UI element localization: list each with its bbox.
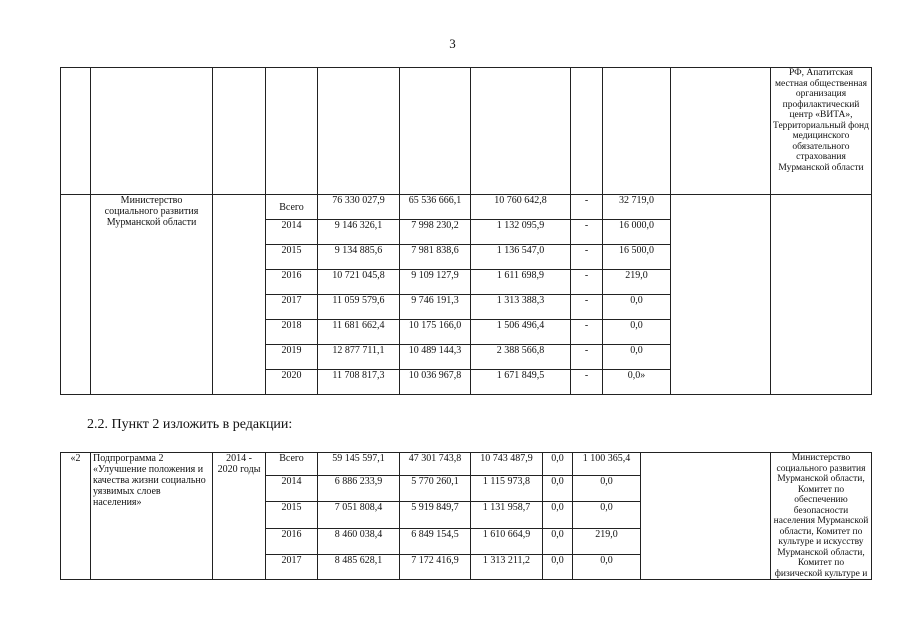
cell-empty xyxy=(61,195,91,395)
federal-cell: 1 506 496,4 xyxy=(471,320,571,345)
total-cell: 9 146 326,1 xyxy=(318,220,400,245)
other-cell: 0,0 xyxy=(573,502,641,528)
local-cell: 0,0 xyxy=(543,476,573,502)
local-cell: - xyxy=(571,270,603,295)
federal-cell: 1 610 664,9 xyxy=(471,528,543,554)
local-cell: - xyxy=(571,295,603,320)
co-executors-text: РФ, Апатитская местная общественная организация профилактический центр «ВИТА», Территориальный фонд медицинского обязательного страхования Мурманской области xyxy=(771,68,872,195)
other-cell: 32 719,0 xyxy=(603,195,671,220)
section-heading: 2.2. Пункт 2 изложить в редакции: xyxy=(87,417,293,432)
local-cell: - xyxy=(571,245,603,270)
cell-empty xyxy=(571,68,603,195)
federal-cell: 1 115 973,8 xyxy=(471,476,543,502)
regional-cell: 10 489 144,3 xyxy=(400,345,471,370)
cell-empty xyxy=(641,453,771,580)
cell-empty xyxy=(671,195,771,395)
year-cell: 2020 xyxy=(266,370,318,395)
year-cell: 2015 xyxy=(266,245,318,270)
cell-empty xyxy=(318,68,400,195)
regional-cell: 10 175 166,0 xyxy=(400,320,471,345)
year-cell: 2014 xyxy=(266,220,318,245)
other-cell: 0,0» xyxy=(603,370,671,395)
local-cell: - xyxy=(571,220,603,245)
funding-table-continued xyxy=(60,67,872,395)
cell-empty xyxy=(266,68,318,195)
regional-cell: 7 172 416,9 xyxy=(400,554,471,579)
local-cell: - xyxy=(571,370,603,395)
cell-empty xyxy=(671,68,771,195)
cell-empty xyxy=(61,68,91,195)
cell-empty xyxy=(213,68,266,195)
local-cell: 0,0 xyxy=(543,528,573,554)
other-cell: 0,0 xyxy=(573,476,641,502)
subprogram-name: Подпрограмма 2 «Улучшение положения и качества жизни социально уязвимых слоев населения» xyxy=(91,453,213,580)
cell-empty xyxy=(771,195,872,395)
other-cell: 0,0 xyxy=(573,554,641,579)
federal-cell: 1 131 958,7 xyxy=(471,502,543,528)
total-cell: 8 485 628,1 xyxy=(318,554,400,579)
local-cell: 0,0 xyxy=(543,554,573,579)
federal-cell: 1 611 698,9 xyxy=(471,270,571,295)
local-cell: 0,0 xyxy=(543,453,573,476)
federal-cell: 1 313 211,2 xyxy=(471,554,543,579)
cell-empty xyxy=(91,68,213,195)
executor-name: Министерство социального развития Мурманской области xyxy=(91,195,213,395)
other-cell: 0,0 xyxy=(603,345,671,370)
federal-cell: 1 132 095,9 xyxy=(471,220,571,245)
local-cell: - xyxy=(571,195,603,220)
subprogram-table xyxy=(60,452,872,580)
other-cell: 219,0 xyxy=(573,528,641,554)
year-cell: Всего xyxy=(266,453,318,476)
year-cell: 2016 xyxy=(266,270,318,295)
federal-cell: 10 743 487,9 xyxy=(471,453,543,476)
federal-cell: 1 671 849,5 xyxy=(471,370,571,395)
federal-cell: 1 313 388,3 xyxy=(471,295,571,320)
regional-cell: 9 746 191,3 xyxy=(400,295,471,320)
total-cell: 12 877 711,1 xyxy=(318,345,400,370)
regional-cell: 5 770 260,1 xyxy=(400,476,471,502)
executors-cell: Министерство социального развития Мурманской области, Комитет по обеспечению безопасности населения Мурманской области, Комитет по культуре и искусству Мурманской области, Комитет по физической культуре и xyxy=(771,453,872,580)
year-cell: Всего xyxy=(266,195,318,220)
year-cell: 2019 xyxy=(266,345,318,370)
total-cell: 11 681 662,4 xyxy=(318,320,400,345)
regional-cell: 6 849 154,5 xyxy=(400,528,471,554)
other-cell: 0,0 xyxy=(603,320,671,345)
period-cell: 2014 - 2020 годы xyxy=(213,453,266,580)
other-cell: 1 100 365,4 xyxy=(573,453,641,476)
total-cell: 10 721 045,8 xyxy=(318,270,400,295)
row-number: «2 xyxy=(61,453,91,580)
regional-cell: 5 919 849,7 xyxy=(400,502,471,528)
year-cell: 2017 xyxy=(266,554,318,579)
regional-cell: 9 109 127,9 xyxy=(400,270,471,295)
year-cell: 2016 xyxy=(266,528,318,554)
cell-empty xyxy=(603,68,671,195)
total-cell: 8 460 038,4 xyxy=(318,528,400,554)
year-cell: 2015 xyxy=(266,502,318,528)
federal-cell: 2 388 566,8 xyxy=(471,345,571,370)
regional-cell: 47 301 743,8 xyxy=(400,453,471,476)
regional-cell: 7 998 230,2 xyxy=(400,220,471,245)
other-cell: 219,0 xyxy=(603,270,671,295)
year-cell: 2018 xyxy=(266,320,318,345)
other-cell: 0,0 xyxy=(603,295,671,320)
cell-empty xyxy=(471,68,571,195)
total-cell: 7 051 808,4 xyxy=(318,502,400,528)
page-number: 3 xyxy=(449,36,456,51)
federal-cell: 1 136 547,0 xyxy=(471,245,571,270)
total-cell: 59 145 597,1 xyxy=(318,453,400,476)
regional-cell: 7 981 838,6 xyxy=(400,245,471,270)
regional-cell: 10 036 967,8 xyxy=(400,370,471,395)
local-cell: 0,0 xyxy=(543,502,573,528)
local-cell: - xyxy=(571,345,603,370)
cell-empty xyxy=(213,195,266,395)
other-cell: 16 500,0 xyxy=(603,245,671,270)
other-cell: 16 000,0 xyxy=(603,220,671,245)
cell-empty xyxy=(400,68,471,195)
total-cell: 6 886 233,9 xyxy=(318,476,400,502)
year-cell: 2014 xyxy=(266,476,318,502)
total-cell: 9 134 885,6 xyxy=(318,245,400,270)
regional-cell: 65 536 666,1 xyxy=(400,195,471,220)
total-cell: 11 708 817,3 xyxy=(318,370,400,395)
year-cell: 2017 xyxy=(266,295,318,320)
total-cell: 76 330 027,9 xyxy=(318,195,400,220)
federal-cell: 10 760 642,8 xyxy=(471,195,571,220)
local-cell: - xyxy=(571,320,603,345)
total-cell: 11 059 579,6 xyxy=(318,295,400,320)
